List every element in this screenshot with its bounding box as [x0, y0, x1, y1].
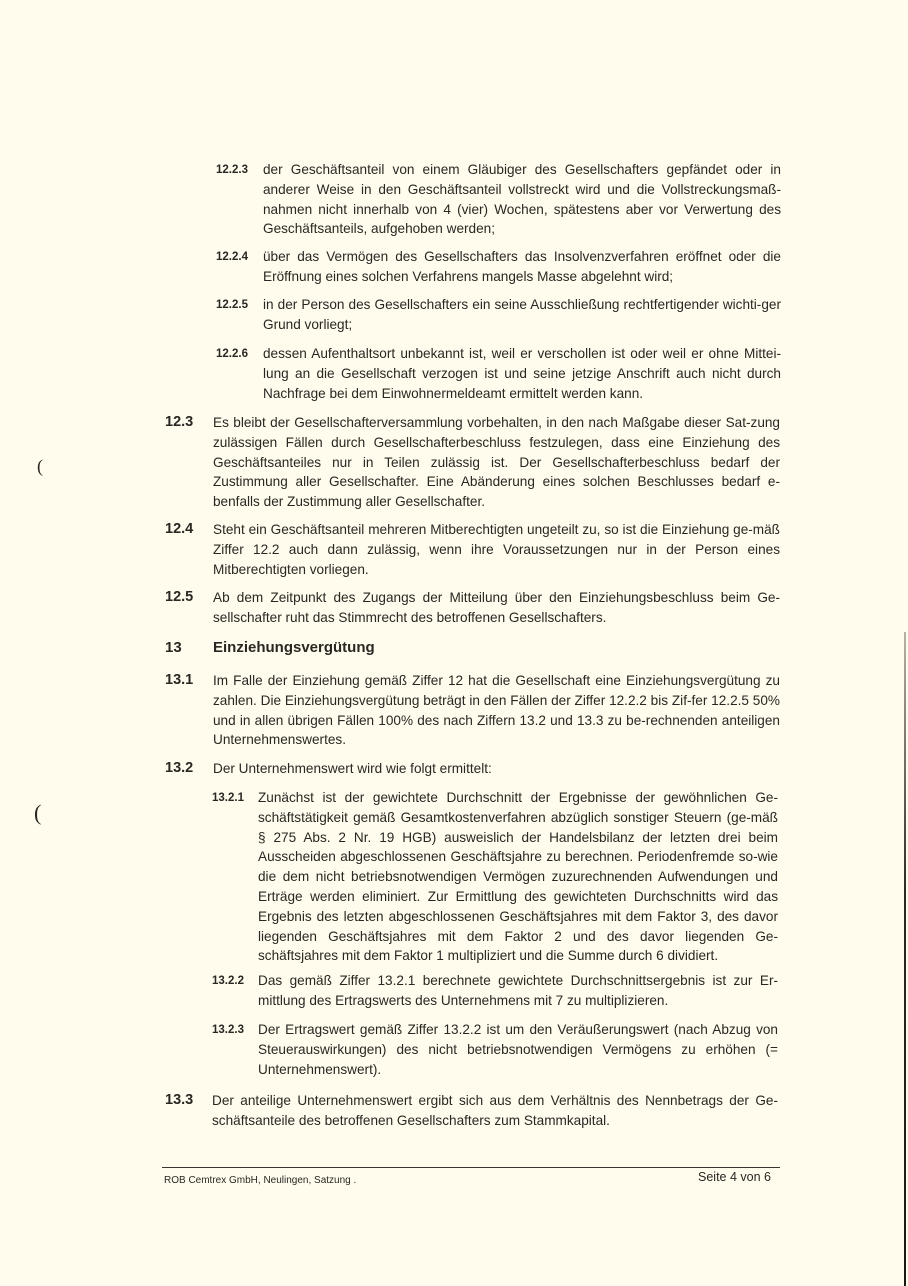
- clause-number: 12.3: [165, 414, 194, 430]
- clause-number: 13.1: [165, 672, 194, 688]
- clause-number: 12.2.4: [216, 251, 248, 263]
- clause-number: 12.5: [165, 589, 194, 605]
- clause-text: Es bleibt der Gesellschafterversammlung vorbehalten, in den nach Maßgabe dieser Sat-zung zulässigen Fällen durch Gesellschafterbeschluss festzulegen, dass eine Einziehung des Geschäftsanteiles nur in Teilen zulässig ist. Der Gesellschafterbeschluss bedarf der Zustimmung aller Gesellschafter. Eine Abänderung eines solchen Beschlusses bedarf e-benfalls der Zustimmung aller Gesellschafter.: [213, 415, 780, 510]
- clause-text: Zunächst ist der gewichtete Durchschnitt der Ergebnisse der gewöhnlichen Ge-schäftstätigkeit gemäß Gesamtkostenverfahren abzüglich sonstiger Steuern (ge-mäß § 275 Abs. 2 Nr. 19 HGB) ausweislich der Handelsbilanz der letzten drei beim Ausscheiden abgeschlossenen Geschäftsjahre zu berechnen. Periodenfremde so-wie die dem nicht betriebsnotwendigen Vermögen zuzurechnenden Aufwendungen und Erträge werden eliminiert. Zur Ermittlung des gewichteten Durchschnitts wird das Ergebnis des letzten abgeschlossenen Geschäftsjahres mit dem Faktor 3, des davor liegenden Geschäftsjahres mit dem Faktor 2 und des davor liegenden Ge-schäftsjahres mit dem Faktor 1 multipliziert und die Summe durch 6 dividiert.: [258, 790, 778, 964]
- margin-mark: (: [34, 800, 42, 825]
- clause-text: Im Falle der Einziehung gemäß Ziffer 12 hat die Gesellschaft eine Einziehungsvergütung zu zahlen. Die Einziehungsvergütung beträgt in den Fällen der Ziffer 12.2.2 bis Zif-fer 12.2.5 50% und in allen übrigen Fällen 100% des nach Ziffern 13.2 und 13.3 zu be-rechnenden anteiligen Unternehmenswertes.: [213, 673, 780, 748]
- clause-text: Der Ertragswert gemäß Ziffer 13.2.2 ist um den Veräußerungswert (nach Abzug von Steuerauswirkungen) des nicht betriebsnotwendigen Vermögens zu erhöhen (= Unternehmenswert).: [258, 1022, 778, 1077]
- clause-text: Der anteilige Unternehmenswert ergibt sich aus dem Verhältnis des Nennbetrags der Ge-schäftsanteile des betroffenen Gesellschafters zum Stammkapital.: [212, 1093, 778, 1128]
- clause-number: 13.2: [165, 760, 194, 776]
- section-title: Einziehungsvergütung: [213, 639, 375, 656]
- clause-text: Steht ein Geschäftsanteil mehreren Mitberechtigten ungeteilt zu, so ist die Einziehung ge-mäß Ziffer 12.2 auch dann zulässig, wenn ihre Voraussetzungen nur in der Person eines Mitberechtigten vorliegen.: [213, 522, 780, 577]
- clause-number: 13.3: [165, 1092, 194, 1108]
- clause-text: über das Vermögen des Gesellschafters das Insolvenzverfahren eröffnet oder die Eröffnung eines solchen Verfahrens mangels Masse abgelehnt wird;: [263, 249, 781, 284]
- section-number: 13: [165, 639, 182, 656]
- clause-number: 12.2.5: [216, 299, 248, 311]
- margin-mark: (: [37, 456, 43, 476]
- scan-edge: [904, 632, 906, 1286]
- clause-number: 13.2.1: [212, 792, 244, 804]
- clause-number: 12.2.3: [216, 164, 248, 176]
- clause-text: in der Person des Gesellschafters ein seine Ausschließung rechtfertigender wichti-ger Grund vorliegt;: [263, 297, 781, 332]
- clause-text: der Geschäftsanteil von einem Gläubiger des Gesellschafters gepfändet oder in anderer Weise in den Geschäftsanteil vollstreckt wird und die Vollstreckungsmaß-nahmen nicht innerhalb von 4 (vier) Wochen, spätestens aber vor Verwertung des Geschäftsanteils, aufgehoben werden;: [263, 162, 781, 237]
- footer-rule: [162, 1167, 780, 1168]
- clause-number: 13.2.3: [212, 1024, 244, 1036]
- clause-text: Das gemäß Ziffer 13.2.1 berechnete gewichtete Durchschnittsergebnis ist zur Er-mittlung des Ertragswerts des Unternehmens mit 7 zu multiplizieren.: [258, 973, 778, 1008]
- footer-page-number: Seite 4 von 6: [698, 1170, 771, 1184]
- clause-text: Ab dem Zeitpunkt des Zugangs der Mitteilung über den Einziehungsbeschluss beim Ge-sellschafter ruht das Stimmrecht des betroffenen Gesellschafters.: [213, 590, 780, 625]
- clause-text: Der Unternehmenswert wird wie folgt ermittelt:: [213, 761, 492, 776]
- clause-number: 12.4: [165, 521, 194, 537]
- clause-number: 12.2.6: [216, 348, 248, 360]
- footer-company: ROB Cemtrex GmbH, Neulingen, Satzung .: [164, 1175, 357, 1186]
- clause-number: 13.2.2: [212, 975, 244, 987]
- clause-text: dessen Aufenthaltsort unbekannt ist, weil er verschollen ist oder weil er ohne Mittei-lung an die Gesellschaft verzogen ist und seine jetzige Anschrift auch nicht durch Nachfrage bei dem Einwohnermeldeamt ermittelt werden kann.: [263, 346, 781, 401]
